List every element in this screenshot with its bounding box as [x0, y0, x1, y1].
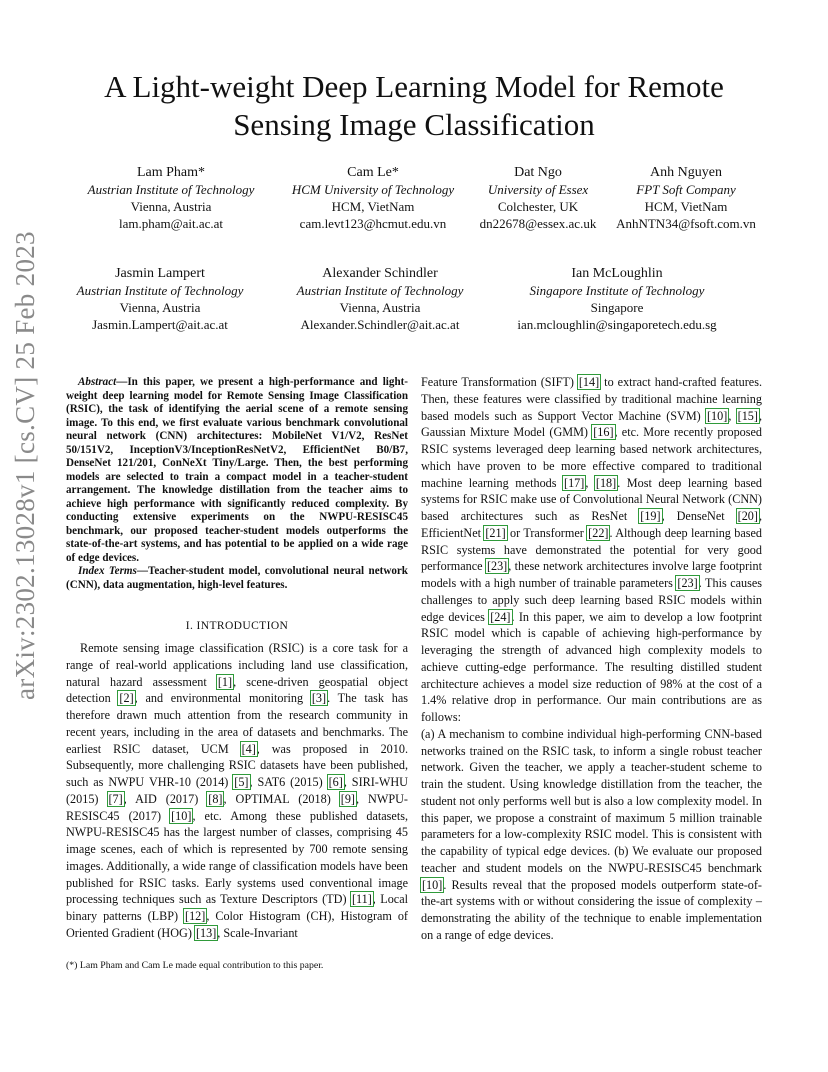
author-block	[280, 265, 480, 333]
citation-link[interactable]: [21]	[485, 525, 506, 540]
citation-link[interactable]: [10]	[707, 408, 728, 423]
author-location: HCM, VietNam	[644, 199, 728, 214]
author-email: ian.mcloughlin@singaporetech.edu.sg	[517, 317, 717, 332]
citation-link[interactable]: [9]	[340, 791, 355, 806]
body-text: , these network architectures involve large footprint models with a high number of trainable parameters	[421, 559, 763, 590]
author-name: Cam Le*	[347, 165, 399, 180]
author-affiliation: University of Essex	[487, 182, 589, 197]
body-text: (a) A mechanism to combine individual high-performing CNN-based networks trained on the RSIC task, to inform a single robust teacher network. Given the teacher, we apply a teacher-student scheme to train the student. Using knowledge distillation from the teacher, the student not only performs well but is also a low complexity model. In this paper, we propose a constraint of maximum 5 million trainable parameters for a low-complexity RSIC model. This is consistent with the capability of typical edge devices. (b) We evaluate our proposed teacher and student models on the NWPU-RESISC45 benchmark	[421, 726, 762, 875]
body-text: . The task has therefore drawn much attention from the research community in recent years, including in the area of datasets and benchmarks. The earliest RSIC dataset, UCM	[66, 691, 408, 756]
body-text: , SAT6 (2015)	[249, 775, 328, 789]
body-text: . In this paper, we aim to develop a low footprint RSIC model which is capable of achieving high-performance by leveraging the strength of advanced high complexity models to achieve cutting-edge performance. The resulting distilled student architecture achieves a model size reduction of 98% at the cost of a 1.4% relative drop in performance. Our main contributions are as follows:	[421, 609, 762, 724]
body-text: , NWPU-RESISC45 (2017)	[66, 791, 408, 823]
body-text: , Gaussian Mixture Model (GMM)	[421, 408, 762, 440]
intro-paragraph-left	[66, 640, 408, 942]
arxiv-identifier: arXiv:2302.13028v1 [cs.CV] 25 Feb 2023	[10, 231, 40, 700]
author-email: AnhNTN34@fsoft.com.vn	[616, 216, 756, 231]
body-text: to extract hand-crafted features. Then, these features were classified by traditional machine learning based models such as Support Vector Machine (SVM)	[421, 375, 762, 423]
body-text: ,	[585, 475, 595, 490]
author-location: Singapore	[590, 300, 644, 315]
author-block	[506, 265, 728, 333]
body-text: , Scale-Invariant	[217, 925, 298, 940]
citation-link[interactable]: [19]	[640, 509, 661, 523]
citation-link[interactable]: [3]	[311, 691, 327, 706]
author-affiliation: Austrian Institute of Technology	[76, 283, 244, 298]
index-terms	[66, 565, 408, 592]
citation-link[interactable]: [18]	[595, 475, 617, 490]
body-text: . Results reveal that the proposed models outperform state-of-the-art systems with or without considering the issue of complexity – demonstrating the ability of the technique to enable implementation on a range of edge devices.	[421, 877, 762, 942]
citation-link[interactable]: [1]	[217, 674, 233, 689]
author-affiliation: FPT Soft Company	[636, 182, 736, 197]
citation-link[interactable]: [14]	[578, 375, 600, 389]
body-text: , was proposed in 2010. Subsequently, more challenging RSIC datasets have been published, such as NWPU VHR-10 (2014)	[66, 741, 408, 789]
body-text: Feature Transformation (SIFT)	[421, 375, 578, 389]
citation-link[interactable]: [20]	[737, 509, 758, 523]
citation-link[interactable]: [10]	[422, 877, 443, 892]
abstract	[66, 376, 408, 592]
citation-link[interactable]: [10]	[171, 808, 192, 823]
author-name: Dat Ngo	[514, 165, 562, 180]
citation-link[interactable]: [13]	[195, 925, 217, 940]
author-location: Colchester, UK	[497, 199, 579, 214]
citation-link[interactable]: [24]	[490, 609, 511, 624]
citation-link[interactable]: [12]	[185, 909, 206, 923]
abstract-paragraph	[66, 376, 408, 565]
author-affiliation: Austrian Institute of Technology	[296, 283, 464, 298]
body-text: , EfficientNet	[421, 509, 762, 540]
abstract-text: —In this paper, we present a high-performance and light-weight deep learning model for Remote Sensing Image Classification (RSIC), the task of identifying the aerial scene of a remote sensing image. To this end, we first evaluate various benchmark convolutional neural network (CNN) architectures: MobileNet V1/V2, ResNet 50/151V2, InceptionV3/InceptionResNetV2, EfficientNet B0/B7, DenseNet 121/201, ConNeXt Tiny/Large. Then, the best performing models are selected to train a compact model in a teacher-student arrangement. The knowledge distillation from the teacher aims to achieve high performance with significantly reduced complexity. By conducting extensive experiments on the NWPU-RESISC45 benchmark, our proposed teacher-student models outperforms the state-of-the-art systems, and has potential to be applied on a wide rage of edge devices.	[66, 376, 408, 564]
body-text: , scene-driven geospatial object detection	[66, 674, 408, 706]
body-text: , and environmental monitoring	[134, 691, 311, 706]
citation-link[interactable]: [8]	[208, 791, 223, 806]
paper-title: A Light-weight Deep Learning Model for Remote Sensing Image Classification	[104, 69, 724, 142]
intro-paragraph-right	[421, 374, 762, 944]
author-affiliation: HCM University of Technology	[291, 182, 455, 197]
citation-link[interactable]: [11]	[351, 892, 372, 907]
body-text: Remote sensing image classification (RSIC) is a core task for a range of real-world applications including land use classification, natural hazard assessment	[66, 641, 408, 689]
author-location: HCM, VietNam	[331, 199, 415, 214]
author-name: Lam Pham*	[136, 165, 206, 180]
citation-link[interactable]: [23]	[677, 576, 698, 590]
author-location: Vienna, Austria	[119, 300, 201, 315]
body-text: , DenseNet	[661, 509, 737, 523]
author-name: Jasmin Lampert	[115, 266, 205, 281]
body-text: , SIRI-WHU (2015)	[66, 775, 408, 806]
citation-link[interactable]: [23]	[486, 559, 508, 574]
body-text: or Transformer	[506, 525, 588, 540]
author-location: Vienna, Austria	[339, 300, 421, 315]
author-email: dn22678@essex.ac.uk	[479, 216, 597, 231]
body-text: . Although deep learning based RSIC systems have demonstrated the potential for very good performance	[421, 525, 763, 574]
author-email: Jasmin.Lampert@ait.ac.at	[92, 317, 228, 332]
body-text: . Most deep learning based systems for RSIC make use of Convolutional Neural Network (CNN) based architectures such as ResNet	[421, 475, 763, 523]
citation-link[interactable]: [2]	[119, 691, 134, 706]
citation-link[interactable]: [17]	[564, 475, 585, 490]
citation-link[interactable]: [5]	[234, 775, 249, 789]
author-affiliation: Singapore Institute of Technology	[529, 283, 705, 298]
section-heading: I. INTRODUCTION	[185, 620, 289, 632]
author-block	[472, 164, 604, 232]
index-terms-text: —Teacher-student model, convolutional neural network (CNN), data augmentation, high-level features.	[66, 565, 408, 591]
body-text: , Local binary patterns (LBP)	[66, 892, 408, 923]
author-block	[273, 164, 473, 232]
author-name: Ian McLoughlin	[571, 266, 663, 281]
index-terms-label: Index Terms	[78, 565, 137, 577]
author-block	[610, 164, 762, 232]
body-text: , Color Histogram (CH), Histogram of Oriented Gradient (HOG)	[66, 909, 408, 940]
author-name: Alexander Schindler	[322, 266, 438, 281]
citation-link[interactable]: [6]	[328, 775, 343, 789]
footnote: (*) Lam Pham and Cam Le made equal contribution to this paper.	[66, 960, 324, 971]
author-name: Anh Nguyen	[650, 165, 722, 180]
author-location: Vienna, Austria	[130, 199, 212, 214]
body-text: , etc. More recently proposed RSIC systems leveraged deep learning based network architectures, which have proven to be more effective compared to traditional machine learning methods	[421, 425, 763, 490]
body-text: , etc. Among these published datasets, NWPU-RESISC45 has the largest number of classes, comprising 45 image scenes, each of which is represented by 700 remote sensing images. Additionally, a wide range of classification models have been published for RSIC tasks. Early systems used conventional image processing techniques such as Texture Descriptors (TD)	[66, 808, 408, 907]
author-block	[66, 164, 276, 232]
author-email: cam.levt123@hcmut.edu.vn	[299, 216, 447, 231]
author-affiliation: Austrian Institute of Technology	[87, 182, 255, 197]
author-block	[60, 265, 260, 333]
citation-link[interactable]: [4]	[241, 741, 256, 756]
body-text: , AID (2017)	[123, 791, 208, 806]
citation-link[interactable]: [7]	[108, 791, 123, 806]
author-email: Alexander.Schindler@ait.ac.at	[300, 317, 460, 332]
body-text: . This causes challenges to apply such deep learning based RSIC models within edge devices	[421, 576, 762, 624]
abstract-label: Abstract	[78, 376, 117, 388]
citation-link[interactable]: [22]	[588, 525, 609, 540]
body-text: ,	[728, 408, 737, 423]
citation-link[interactable]: [16]	[593, 425, 614, 440]
body-text: , OPTIMAL (2018)	[223, 791, 340, 806]
citation-link[interactable]: [15]	[737, 408, 758, 423]
author-email: lam.pham@ait.ac.at	[118, 216, 223, 231]
